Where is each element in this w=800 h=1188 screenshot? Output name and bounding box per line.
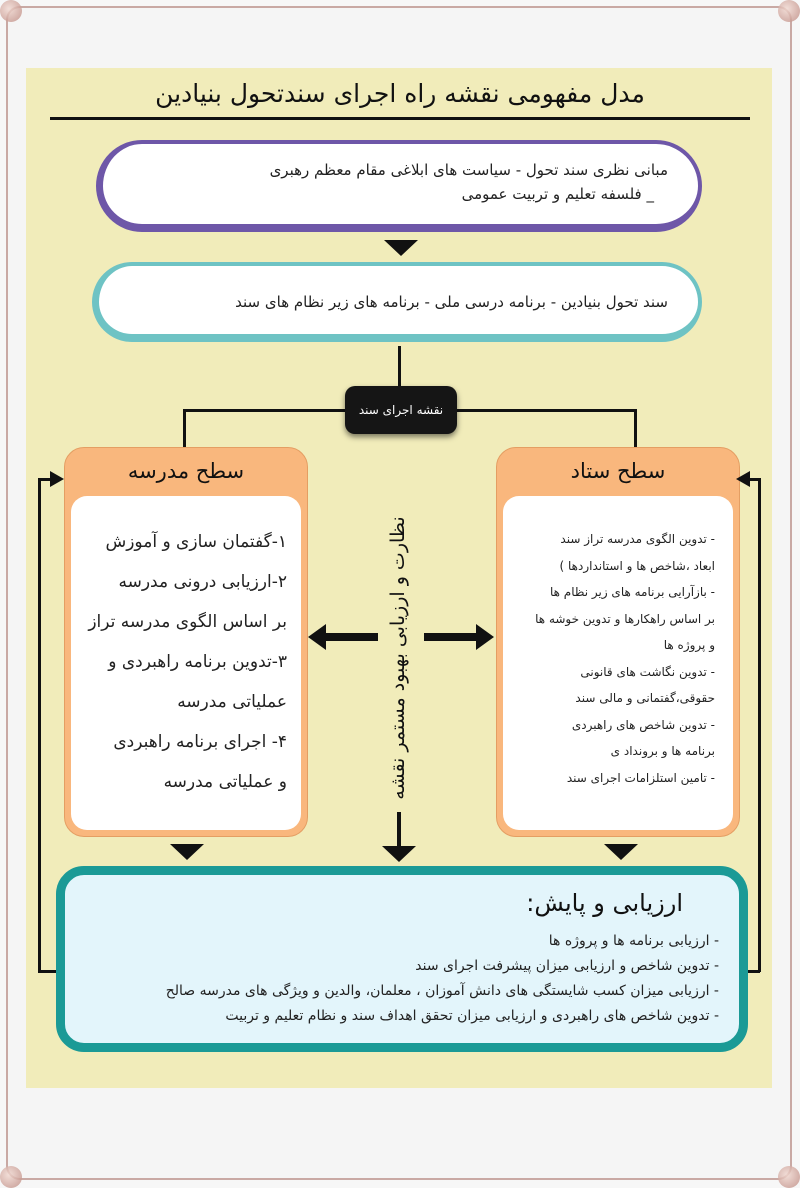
evaluation-heading: ارزیابی و پایش: bbox=[526, 889, 683, 917]
document-box: سند تحول بنیادین - برنامه درسی ملی - برنامه های زیر نظام های سند bbox=[92, 262, 702, 342]
school-step: ۴- اجرای برنامه راهبردی bbox=[113, 732, 287, 752]
feedback-line bbox=[38, 970, 58, 973]
evaluation-item: - ارزیابی برنامه ها و پروژه ها bbox=[548, 933, 719, 949]
school-step: ۲-ارزیابی درونی مدرسه bbox=[118, 572, 287, 592]
hq-item: بر اساس راهکارها و تدوین خوشه ها bbox=[535, 611, 715, 626]
connector-line bbox=[634, 409, 637, 449]
feedback-line bbox=[38, 478, 41, 972]
down-arrow-icon bbox=[170, 844, 204, 860]
hq-item: - تدوین شاخص های راهبردی bbox=[571, 717, 715, 732]
corner-ornament bbox=[778, 1166, 800, 1188]
school-step: عملیاتی مدرسه bbox=[177, 692, 287, 712]
school-level-heading: سطح مدرسه bbox=[127, 459, 245, 483]
feedback-arrow-icon bbox=[50, 471, 64, 487]
hq-level-heading: سطح ستاد bbox=[570, 459, 666, 483]
theory-line: _ فلسفه تعلیم و تربیت عمومی bbox=[461, 185, 654, 203]
school-step: ۱-گفتمان سازی و آموزش bbox=[105, 532, 287, 552]
evaluation-body bbox=[69, 929, 719, 1029]
left-arrow-icon bbox=[308, 622, 378, 652]
evaluation-item: - تدوین شاخص های راهبردی و ارزیابی میزان تحقق اهداف سند و نظام تعلیم و تربیت bbox=[225, 1008, 719, 1024]
down-arrow-icon bbox=[384, 240, 418, 256]
diagram-title: مدل مفهومی نقشه راه اجرای سندتحول بنیادین bbox=[155, 79, 645, 108]
hq-item: ابعاد ،شاخص ها و استانداردها ) bbox=[559, 558, 715, 573]
theory-box bbox=[96, 140, 702, 232]
hq-level-body bbox=[503, 496, 733, 830]
evaluation-box bbox=[56, 866, 748, 1052]
school-level-body bbox=[71, 496, 301, 830]
hq-level-card bbox=[496, 447, 740, 837]
connector-line bbox=[183, 409, 186, 449]
hq-item: و پروژه ها bbox=[663, 638, 715, 652]
school-level-card bbox=[64, 447, 308, 837]
evaluation-item: - ارزیابی میزان کسب شایستگی های دانش آموزان ، معلمان، والدین و ویژگی های مدرسه صالح bbox=[165, 983, 719, 999]
hq-item: - تدوین نگاشت های قانونی bbox=[580, 664, 715, 679]
corner-ornament bbox=[0, 1166, 22, 1188]
hq-item: - بازآرایی برنامه های زیر نظام ها bbox=[549, 585, 715, 599]
school-step: ۳-تدوین برنامه راهبردی و bbox=[108, 652, 287, 672]
hq-item: حقوقی،گفتمانی و مالی سند bbox=[575, 691, 715, 705]
down-arrow-icon bbox=[604, 844, 638, 860]
corner-ornament bbox=[0, 0, 22, 22]
connector-line bbox=[398, 346, 401, 386]
connector-line bbox=[397, 812, 401, 848]
school-step: و عملیاتی مدرسه bbox=[163, 772, 287, 792]
hq-item: - تامین استلزامات اجرای سند bbox=[566, 770, 715, 785]
title-underline bbox=[50, 117, 750, 120]
connector-line bbox=[457, 409, 637, 412]
feedback-line bbox=[758, 478, 761, 972]
hq-item: - تدوین الگوی مدرسه تراز سند bbox=[560, 532, 715, 546]
hq-item: برنامه ها و برونداد ی bbox=[610, 744, 715, 758]
school-step: بر اساس الگوی مدرسه تراز bbox=[88, 612, 287, 632]
roadmap-key: نقشه اجرای سند bbox=[345, 386, 457, 434]
right-arrow-icon bbox=[424, 622, 494, 652]
feedback-arrow-icon bbox=[736, 471, 750, 487]
evaluation-item: - تدوین شاخص و ارزیابی میزان پیشرفت اجرای سند bbox=[415, 958, 719, 974]
down-arrow-icon bbox=[382, 846, 416, 862]
monitoring-vertical-label: نظارت و ارزیابی بهبود مستمر نقشه bbox=[387, 516, 409, 800]
connector-line bbox=[183, 409, 346, 412]
corner-ornament bbox=[778, 0, 800, 22]
theory-line: مبانی نظری سند تحول - سیاست های ابلاغی مقام معظم رهبری bbox=[269, 161, 668, 179]
